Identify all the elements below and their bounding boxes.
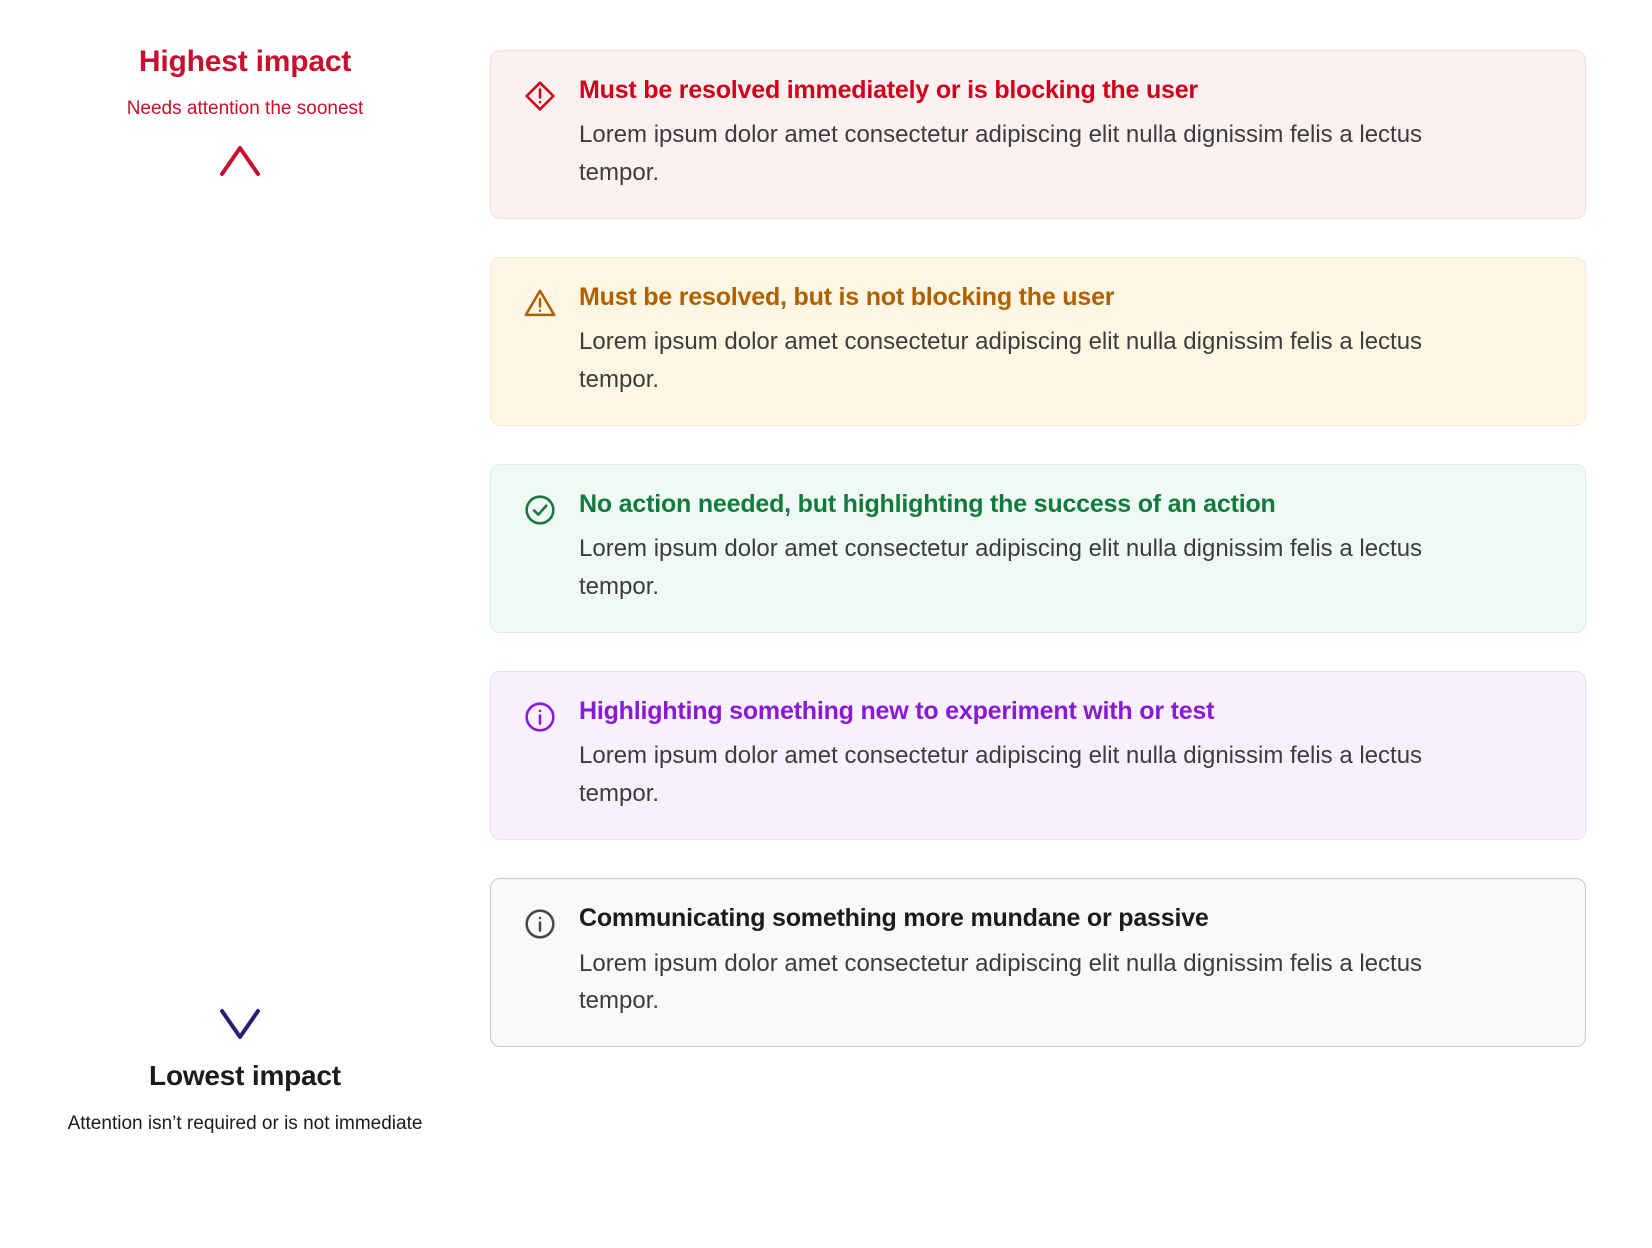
highest-impact-label: Highest impact <box>138 45 352 78</box>
alert-card-list <box>490 0 1652 1248</box>
highest-impact-subtext: Needs attention the soonest <box>126 98 364 119</box>
alert-card-critical <box>490 50 1586 219</box>
alert-card-neutral <box>490 878 1586 1047</box>
alert-card-title: Communicating something more mundane or passive <box>579 904 1209 933</box>
lowest-impact-label: Lowest impact <box>149 1060 341 1091</box>
alert-card-body <box>579 75 1555 192</box>
alert-card-description: Lorem ipsum dolor amet consectetur adipiscing elit nulla dignissim felis a lectus tempor. <box>579 121 1423 187</box>
alert-card-description: Lorem ipsum dolor amet consectetur adipiscing elit nulla dignissim felis a lectus tempor. <box>579 535 1423 601</box>
info-circle-icon <box>523 907 557 941</box>
error-diamond-icon <box>523 79 557 113</box>
alert-card-informational <box>490 671 1586 840</box>
alert-card-description: Lorem ipsum dolor amet consectetur adipiscing elit nulla dignissim felis a lectus tempor. <box>579 328 1423 394</box>
alert-card-description: Lorem ipsum dolor amet consectetur adipiscing elit nulla dignissim felis a lectus tempor. <box>579 949 1423 1015</box>
alert-card-body <box>579 696 1555 813</box>
alert-card-description: Lorem ipsum dolor amet consectetur adipiscing elit nulla dignissim felis a lectus tempor. <box>579 742 1423 808</box>
info-circle-icon <box>523 700 557 734</box>
alert-card-success <box>490 464 1586 633</box>
impact-axis-column <box>0 0 490 1248</box>
alert-card-title: Highlighting something new to experiment with or test <box>579 697 1215 726</box>
alert-card-body <box>579 903 1555 1020</box>
alert-card-title: No action needed, but highlighting the success of an action <box>579 490 1276 519</box>
alert-card-body <box>579 489 1555 606</box>
alert-card-title: Must be resolved immediately or is blocking the user <box>579 76 1198 104</box>
alert-card-title: Must be resolved, but is not blocking the user <box>579 283 1115 312</box>
lowest-impact-subtext: Attention isn’t required or is not immediate <box>67 1113 423 1134</box>
alert-card-body <box>579 282 1555 399</box>
warning-triangle-icon <box>523 286 557 320</box>
check-circle-icon <box>523 493 557 527</box>
impact-gradient-arrow <box>175 140 305 1045</box>
alert-card-warning <box>490 257 1586 426</box>
